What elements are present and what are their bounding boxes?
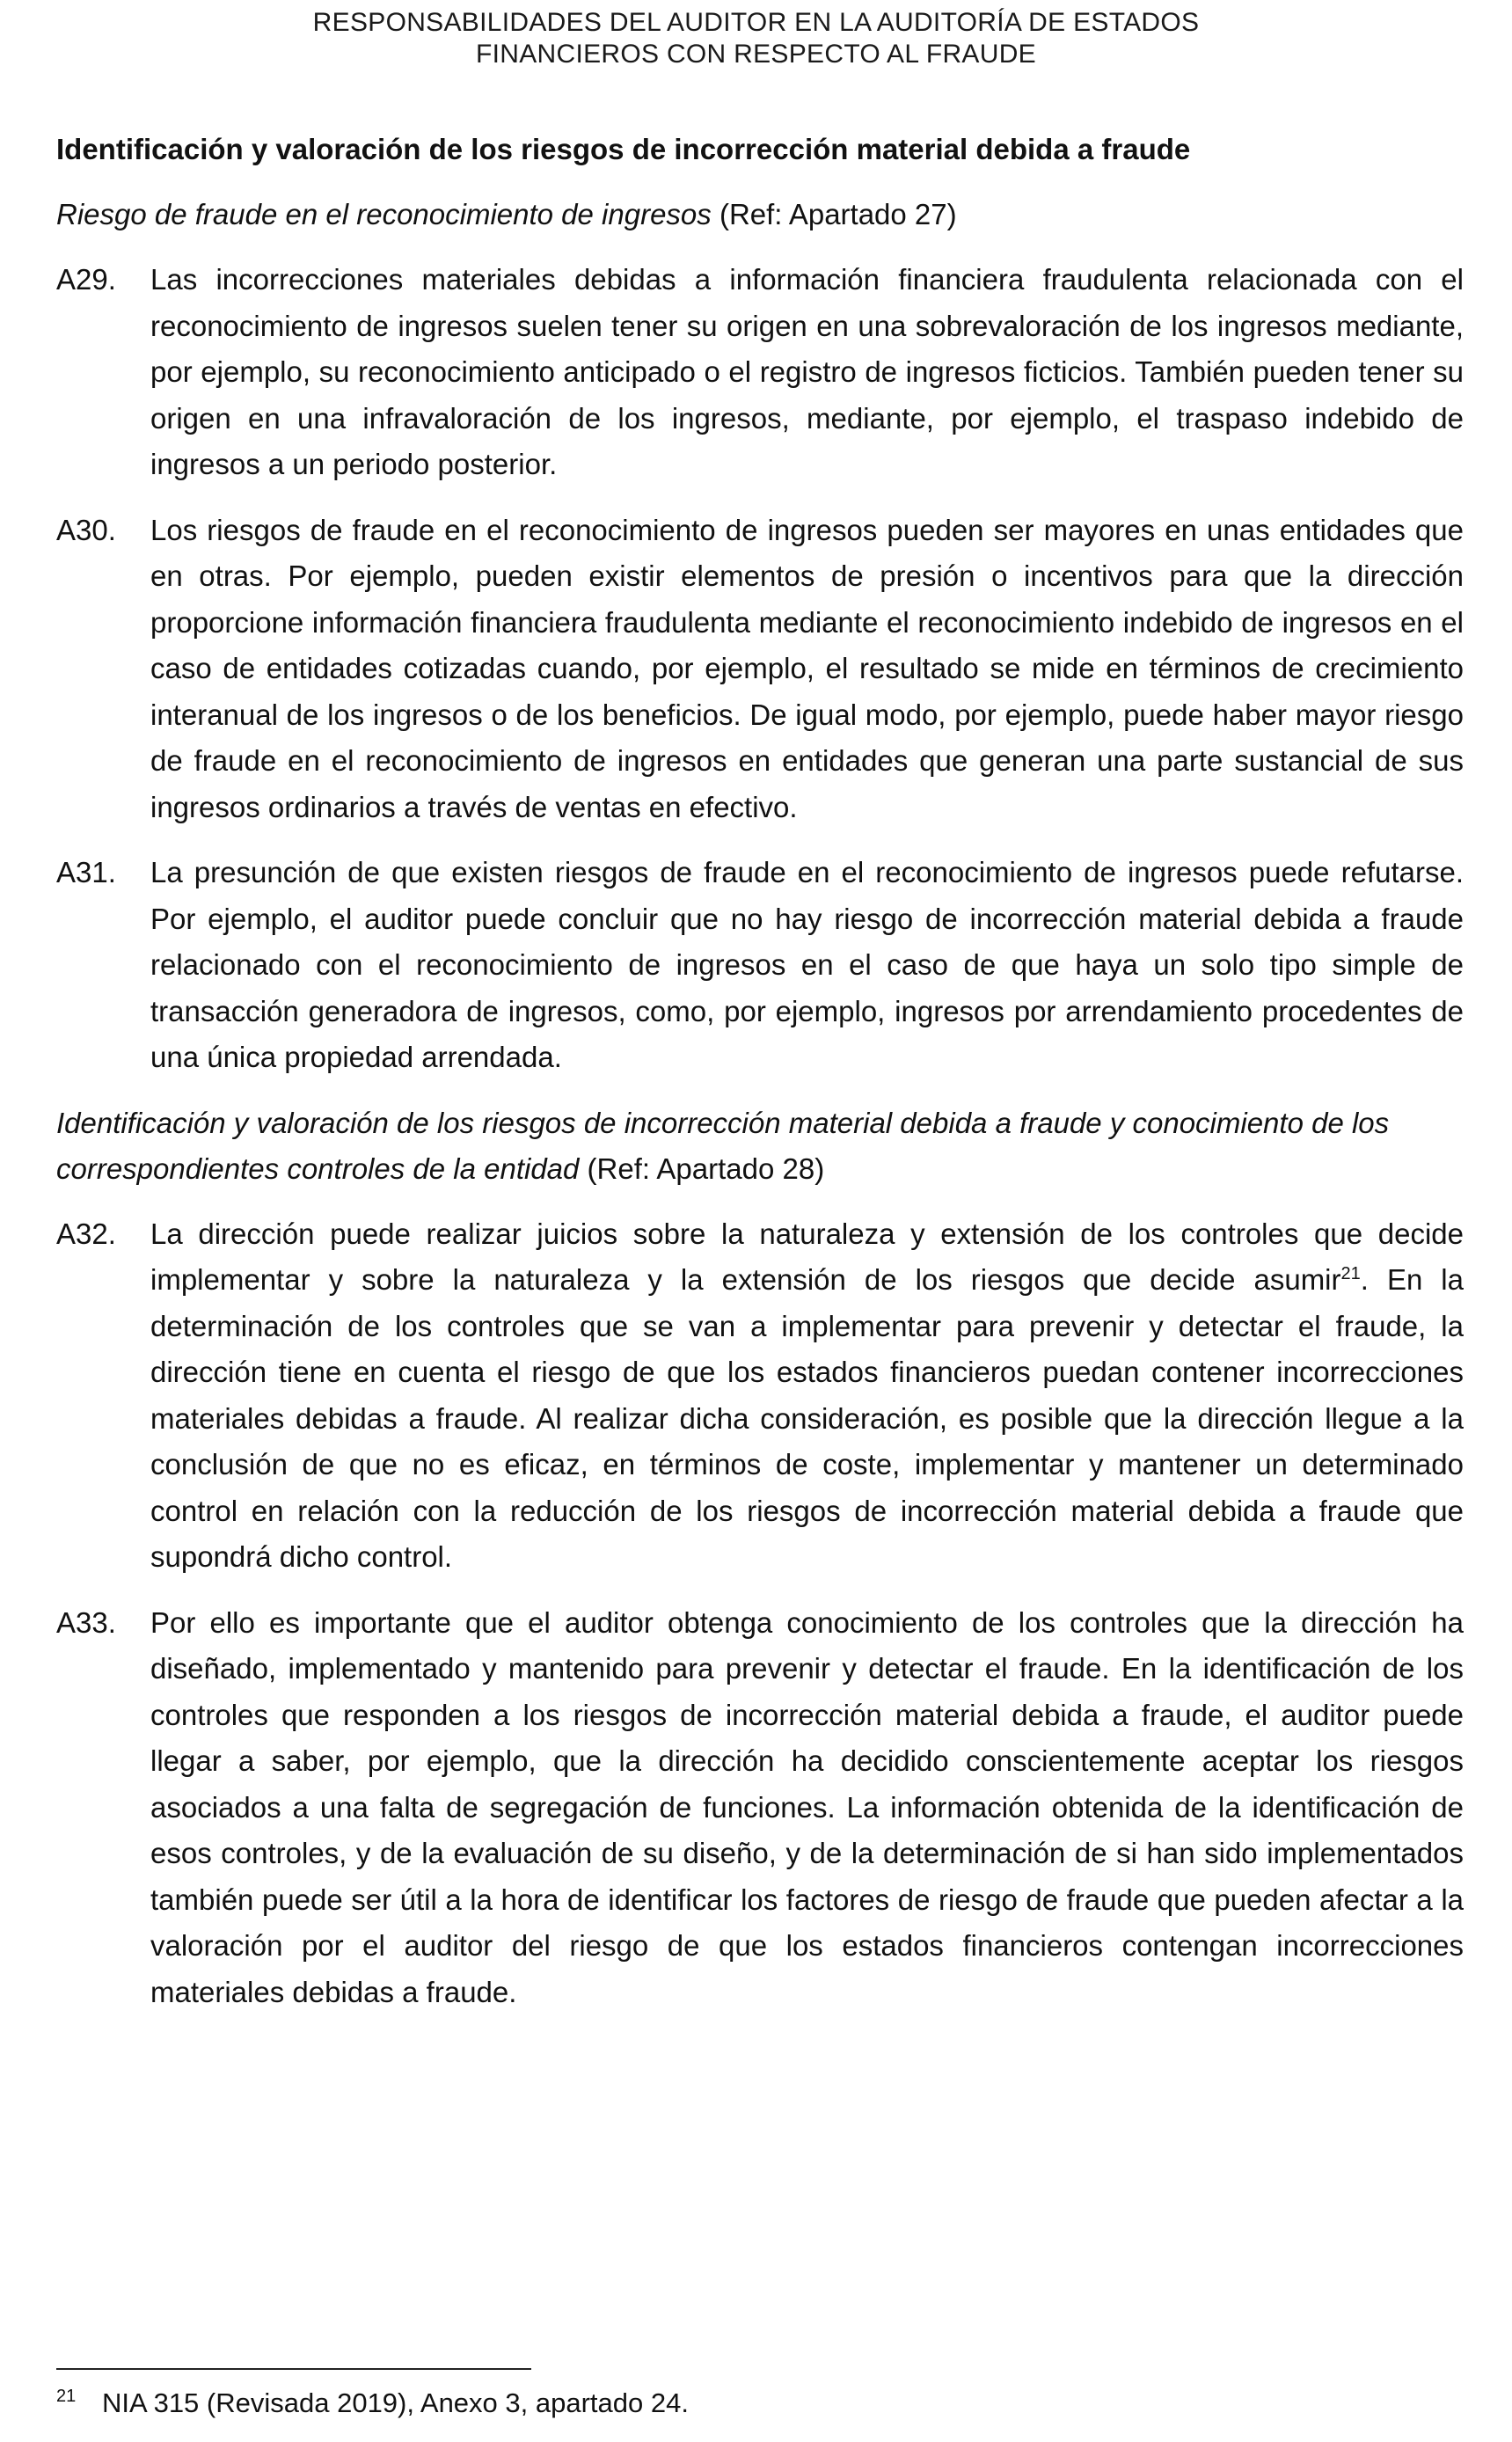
running-header-line-1: RESPONSABILIDADES DEL AUDITOR EN LA AUDITORÍA DE ESTADOS — [312, 8, 1200, 37]
paragraph-text: Los riesgos de fraude en el reconocimiento de ingresos pueden ser mayores en unas entidades que en otras. Por ejemplo, pueden existir elementos de presión o incentivos para que la dirección proporcione información financiera fraudulenta mediante el reconocimiento indebido de ingresos en el caso de entidades cotizadas cuando, por ejemplo, el resultado se mide en términos de crecimiento interanual de los ingresos o de los beneficios. De igual modo, por ejemplo, puede haber mayor riesgo de fraude en el reconocimiento de ingresos en entidades que generan una parte sustancial de sus ingresos ordinarios a través de ventas en efectivo. — [150, 513, 1464, 823]
paragraph-a29 — [56, 257, 1464, 488]
section-title: Identificación y valoración de los riesgos de incorrección material debida a fraude — [56, 133, 1191, 165]
subsection-heading-revenue-ref: (Ref: Apartado 27) — [711, 198, 957, 230]
paragraph-a31 — [56, 850, 1464, 1081]
subsection-heading-controls-ref: (Ref: Apartado 28) — [579, 1152, 825, 1185]
subsection-heading-controls — [56, 1100, 1464, 1192]
paragraph-a32 — [56, 1211, 1464, 1581]
paragraph-a33 — [56, 1600, 1464, 2016]
paragraph-number: A32. — [56, 1217, 116, 1250]
paragraph-text — [150, 1211, 1464, 1581]
paragraph-text: Las incorrecciones materiales debidas a información financiera fraudulenta relacionada con el reconocimiento de ingresos suelen tener su origen en una sobrevaloración de los ingresos mediante, por ejemplo, su reconocimiento anticipado o el registro de ingresos ficticios. También pueden tener su origen en una infravaloración de los ingresos, mediante, por ejemplo, el traspaso indebido de ingresos a un periodo posterior. — [150, 263, 1464, 480]
paragraph-text-part-2: . En la determinación de los controles que se van a implementar para prevenir y detectar el fraude, la dirección tiene en cuenta el riesgo de que los estados financieros puedan contener incorrecciones materiales debidas a fraude. Al realizar dicha consideración, es posible que la dirección llegue a la conclusión de que no es eficaz, en términos de coste, implementar y mantener un determinado control en relación con la reducción de los riesgos de incorrección material debida a fraude que supondrá dicho control. — [150, 1263, 1464, 1573]
paragraph-a30 — [56, 508, 1464, 831]
paragraph-number: A31. — [56, 856, 116, 888]
footnote-reference[interactable]: 21 — [1340, 1264, 1361, 1283]
footnote-mark: 21 — [56, 2387, 77, 2406]
document-body — [56, 130, 1464, 2035]
paragraph-text: La presunción de que existen riesgos de fraude en el reconocimiento de ingresos puede refutarse. Por ejemplo, el auditor puede concluir que no hay riesgo de incorrección material debida a fraude relacionado con el reconocimiento de ingresos en el caso de que haya un solo tipo simple de transacción generadora de ingresos, como, por ejemplo, ingresos por arrendamiento procedentes de una única propiedad arrendada. — [150, 856, 1464, 1073]
footnote — [56, 2386, 689, 2421]
footnote-text: NIA 315 (Revisada 2019), Anexo 3, apartado 24. — [102, 2387, 689, 2418]
footnote-separator — [56, 2368, 531, 2370]
paragraph-text: Por ello es importante que el auditor obtenga conocimiento de los controles que la dirección ha diseñado, implementado y mantenido para prevenir y detectar el fraude. En la identificación de los controles que responden a los riesgos de incorrección material debida a fraude, el auditor puede llegar a saber, por ejemplo, que la dirección ha decidido conscientemente aceptar los riesgos asociados a una falta de segregación de funciones. La información obtenida de la identificación de esos controles, y de la evaluación de su diseño, y de la determinación de si han sido implementados también puede ser útil a la hora de identificar los factores de riesgo de fraude que pueden afectar a la valoración por el auditor del riesgo de que los estados financieros contengan incorrecciones materiales debidas a fraude. — [150, 1605, 1464, 2008]
subsection-heading-controls-title: Identificación y valoración de los riesgos de incorrección material debida a fraude y conocimiento de los correspondientes controles de la entidad — [56, 1106, 1390, 1185]
paragraph-text-part-1: La dirección puede realizar juicios sobre la naturaleza y extensión de los controles que decide implementar y sobre la naturaleza y la extensión de los riesgos que decide asumir — [150, 1217, 1464, 1296]
paragraph-number: A33. — [56, 1605, 116, 1639]
subsection-heading-revenue-title: Riesgo de fraude en el reconocimiento de ingresos — [56, 198, 712, 230]
running-header — [0, 7, 1512, 70]
subsection-heading-revenue — [56, 192, 1464, 238]
running-header-line-2: FINANCIEROS CON RESPECTO AL FRAUDE — [476, 40, 1036, 69]
paragraph-number: A29. — [56, 263, 116, 296]
paragraph-number: A30. — [56, 513, 116, 546]
